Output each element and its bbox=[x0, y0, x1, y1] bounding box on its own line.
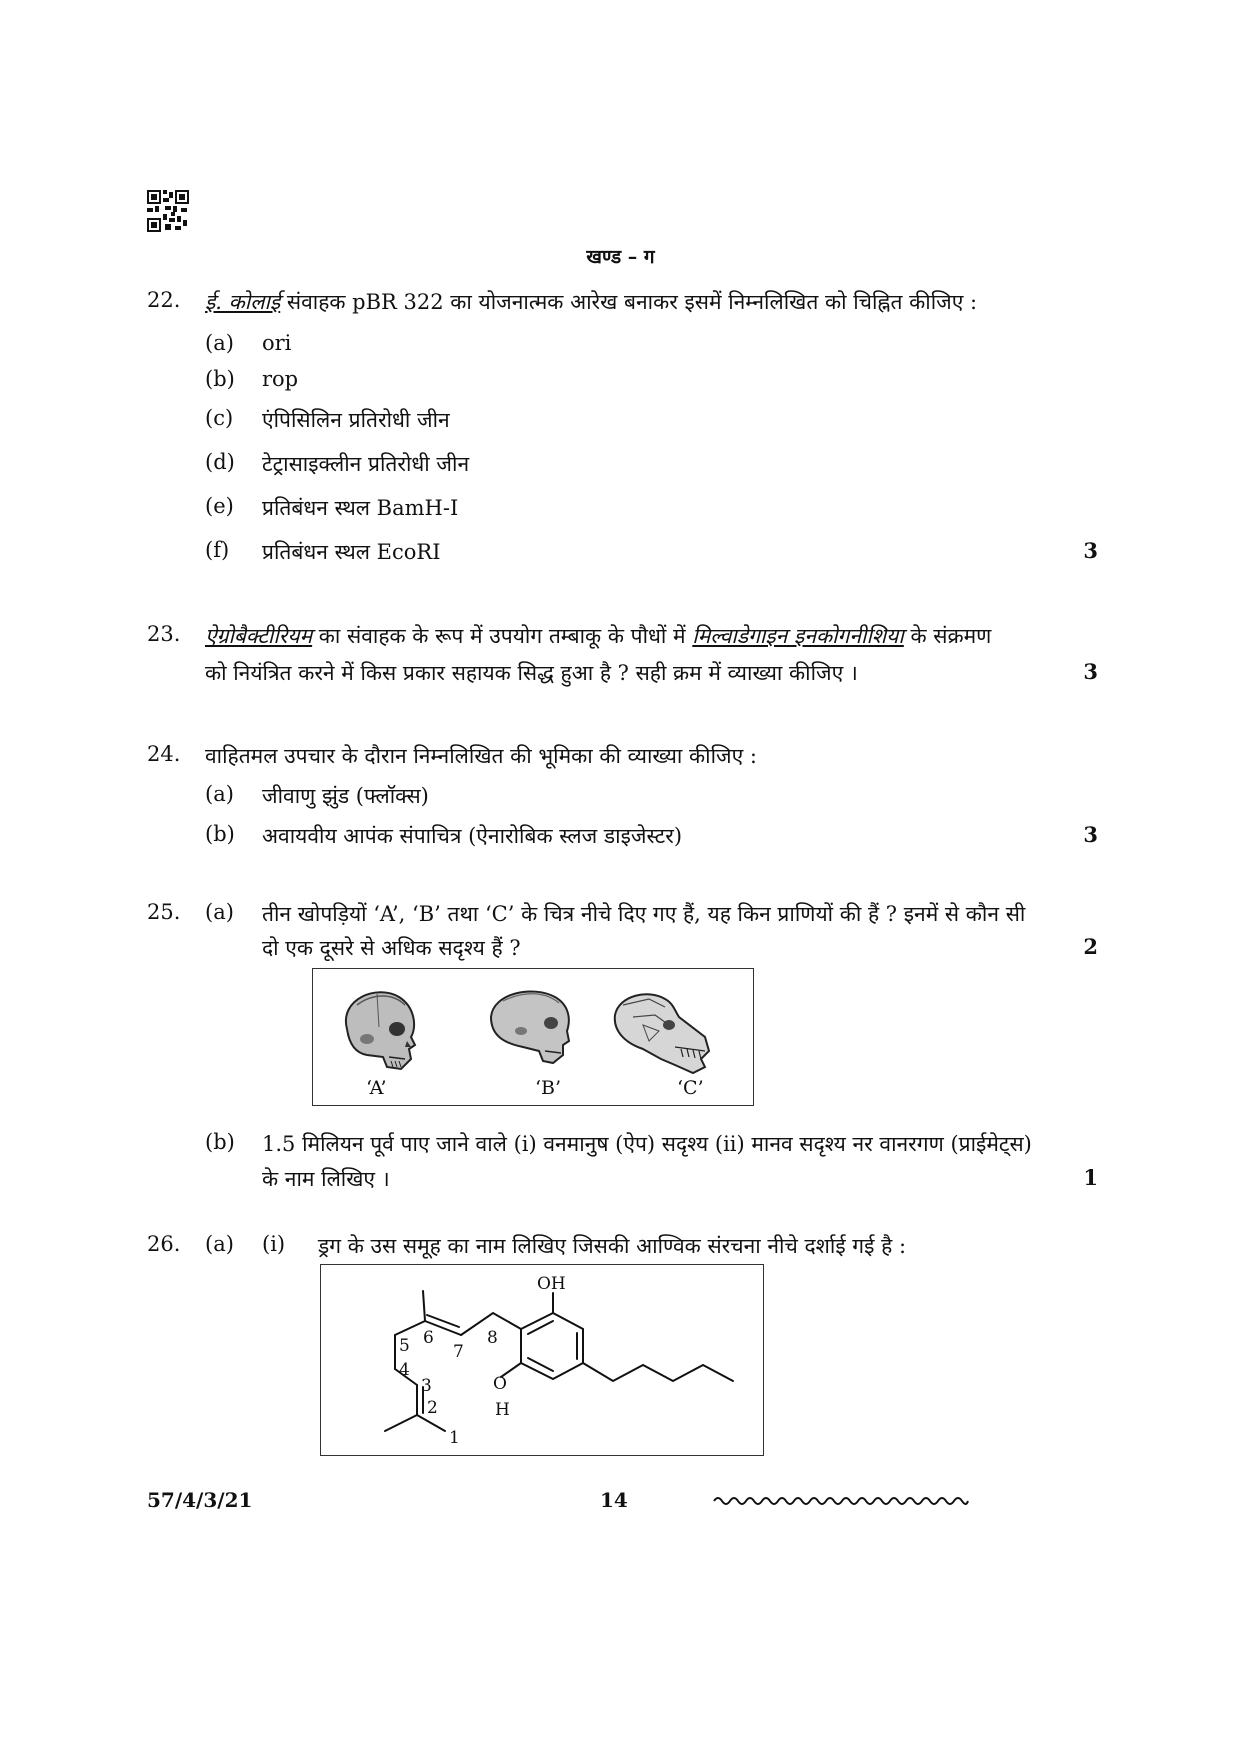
chem-label-c5: 5 bbox=[399, 1336, 410, 1356]
q22-item-c-label: (c) bbox=[205, 406, 234, 430]
q22-item-e-text: प्रतिबंधन स्थल BamH-I bbox=[262, 496, 459, 520]
q22-text: संवाहक pBR 322 का योजनात्मक आरेख बनाकर इसमें निम्नलिखित को चिह्नित कीजिए : bbox=[280, 290, 978, 314]
q22-item-f-label: (f) bbox=[205, 538, 230, 562]
q25-b-marks: 1 bbox=[1083, 1165, 1098, 1190]
skulls-figure bbox=[312, 968, 754, 1106]
skull-a-caption: ‘A’ bbox=[366, 1077, 387, 1099]
q25-a-marks: 2 bbox=[1083, 934, 1098, 959]
chem-label-h: H bbox=[495, 1400, 510, 1420]
q24-item-b-text: अवायवीय आपंक संपाचित्र (ऐनारोबिक स्लज डाइजेस्टर) bbox=[262, 824, 683, 848]
q26-i-label: (i) bbox=[262, 1232, 286, 1256]
q22-italic: ई. कोलाई bbox=[205, 290, 281, 314]
q24-number: 24. bbox=[147, 742, 181, 766]
paper-code: 57/4/3/21 bbox=[147, 1488, 253, 1512]
q22-item-b-text: rop bbox=[262, 367, 299, 391]
q25-b-line1: 1.5 मिलियन पूर्व पाए जाने वाले (i) वनमानुष (ऐप) सदृश्य (ii) मानव सदृश्य नर वानरगण (प्राईमेट्स) bbox=[262, 1132, 1032, 1156]
chem-label-o: O bbox=[493, 1374, 507, 1394]
q23-line1 bbox=[205, 622, 991, 650]
q22-item-f-text: प्रतिबंधन स्थल EcoRI bbox=[262, 540, 441, 564]
q23-italic2: मिल्वाडेगाइन इनकोगनीशिया bbox=[692, 624, 904, 648]
q26-a-label: (a) bbox=[205, 1232, 234, 1256]
chem-label-c6: 6 bbox=[423, 1328, 434, 1348]
chem-label-c4: 4 bbox=[399, 1360, 410, 1380]
chem-label-c3: 3 bbox=[421, 1376, 432, 1396]
molecule-structure bbox=[321, 1265, 763, 1455]
q22-item-d-label: (d) bbox=[205, 450, 235, 474]
section-heading: खण्ड – ग bbox=[586, 246, 655, 268]
q26-text: ड्रग के उस समूह का नाम लिखिए जिसकी आण्विक संरचना नीचे दर्शाई गई है : bbox=[318, 1234, 907, 1258]
chem-label-c2: 2 bbox=[427, 1398, 438, 1418]
qr-code-icon bbox=[147, 190, 189, 232]
q25-a-line1: तीन खोपड़ियों ‘A’, ‘B’ तथा ‘C’ के चित्र नीचे दिए गए हैं, यह किन प्राणियों की हैं ? इनमें से कौन सी bbox=[262, 902, 1026, 926]
q24-text: वाहितमल उपचार के दौरान निम्नलिखित की भूमिका की व्याख्या कीजिए : bbox=[205, 744, 757, 768]
molecule-figure bbox=[320, 1264, 764, 1456]
chem-label-c7: 7 bbox=[453, 1342, 464, 1362]
q25-a-line2: दो एक दूसरे से अधिक सदृश्य हैं ? bbox=[262, 936, 521, 960]
skull-c-image bbox=[609, 985, 719, 1085]
q22-stem bbox=[205, 288, 977, 316]
q24-item-b-label: (b) bbox=[205, 822, 235, 846]
q22-item-c-text: एंपिसिलिन प्रतिरोधी जीन bbox=[262, 408, 450, 432]
skull-b-caption: ‘B’ bbox=[535, 1077, 562, 1099]
q23-italic1: ऐग्रोबैक्टीरियम bbox=[205, 624, 313, 648]
q22-item-e-label: (e) bbox=[205, 494, 234, 518]
q23-text2: के संक्रमण bbox=[903, 624, 992, 648]
chem-label-c8: 8 bbox=[487, 1328, 498, 1348]
q25-number: 25. bbox=[147, 900, 181, 924]
q24-marks: 3 bbox=[1083, 822, 1098, 847]
q23-line2: को नियंत्रित करने में किस प्रकार सहायक सिद्ध हुआ है ? सही क्रम में व्याख्या कीजिए । bbox=[205, 661, 858, 685]
chem-label-oh-top: OH bbox=[537, 1274, 566, 1294]
skull-b-image bbox=[483, 979, 583, 1079]
q22-item-a-text: ori bbox=[262, 331, 292, 355]
q25-a-label: (a) bbox=[205, 900, 234, 924]
q25-b-line2: के नाम लिखिए । bbox=[262, 1167, 390, 1191]
q24-item-a-label: (a) bbox=[205, 782, 234, 806]
q22-item-b-label: (b) bbox=[205, 367, 235, 391]
q25-b-label: (b) bbox=[205, 1130, 235, 1154]
q23-number: 23. bbox=[147, 622, 181, 646]
q26-number: 26. bbox=[147, 1232, 181, 1256]
chem-label-c1: 1 bbox=[449, 1428, 460, 1448]
page-number: 14 bbox=[600, 1488, 628, 1512]
q22-item-d-text: टेट्रासाइक्लीन प्रतिरोधी जीन bbox=[262, 452, 470, 476]
q22-item-a-label: (a) bbox=[205, 331, 234, 355]
skull-c-caption: ‘C’ bbox=[677, 1077, 704, 1099]
q23-marks: 3 bbox=[1083, 659, 1098, 684]
q22-number: 22. bbox=[147, 288, 181, 312]
q22-marks: 3 bbox=[1083, 538, 1098, 563]
q24-item-a-text: जीवाणु झुंड (फ्लॉक्स) bbox=[262, 784, 429, 808]
skull-a-image bbox=[327, 979, 427, 1079]
wavy-line-decoration bbox=[712, 1494, 970, 1508]
q23-text1: का संवाहक के रूप में उपयोग तम्बाकू के पौधों में bbox=[312, 624, 693, 648]
